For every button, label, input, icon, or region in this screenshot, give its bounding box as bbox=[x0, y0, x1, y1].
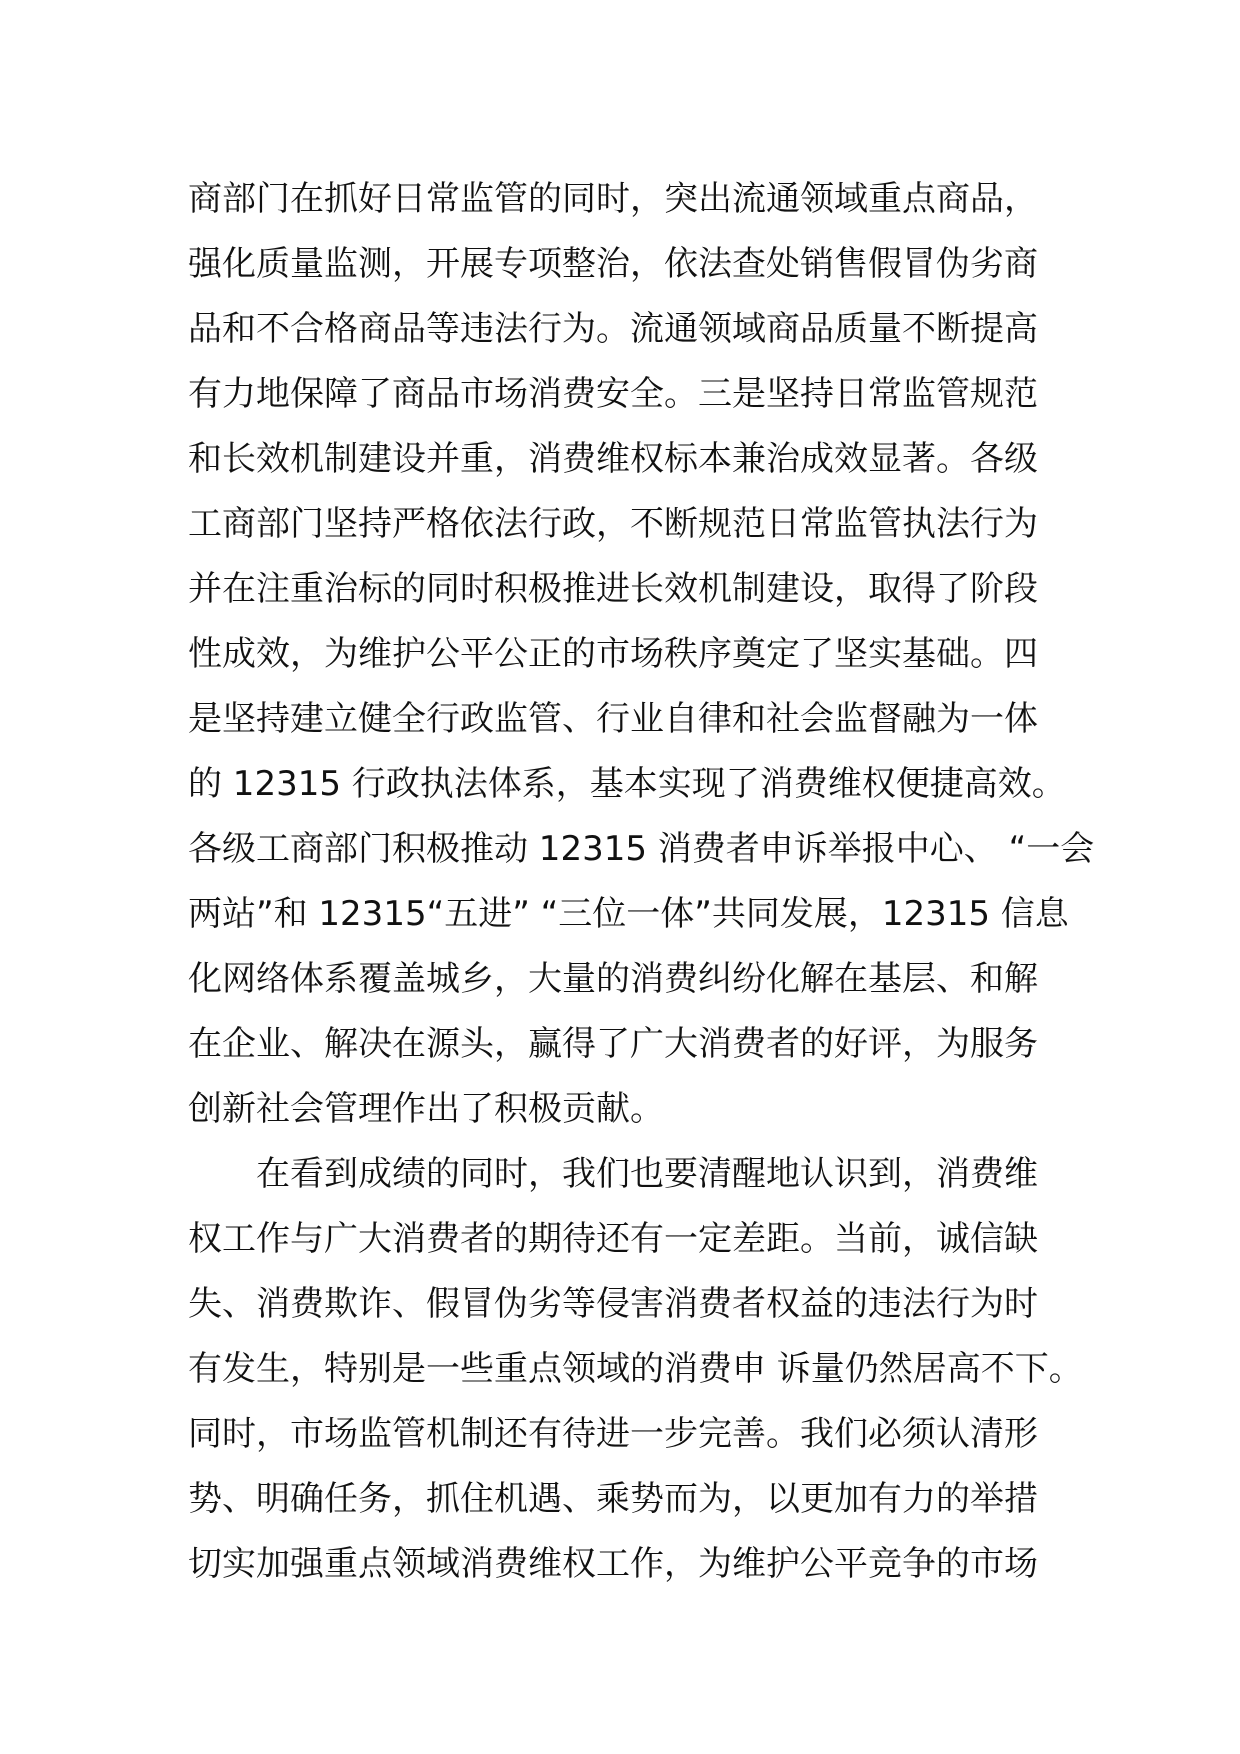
paragraph-start-line: 在看到成绩的同时，我们也要清醒地认识到，消费维 bbox=[256, 1154, 1038, 1194]
text-line: 势、明确任务，抓住机遇、乘势而为，以更加有力的举措 bbox=[188, 1479, 1038, 1519]
text-line: 切实加强重点领域消费维权工作，为维护公平竞争的市场 bbox=[188, 1544, 1038, 1584]
text-line: 并在注重治标的同时积极推进长效机制建设，取得了阶段 bbox=[188, 569, 1038, 609]
text-line: 是坚持建立健全行政监管、行业自律和社会监督融为一体 bbox=[188, 699, 1038, 739]
text-line: 化网络体系覆盖城乡，大量的消费纠纷化解在基层、和解 bbox=[188, 959, 1038, 999]
text-line: 有力地保障了商品市场消费安全。三是坚持日常监管规范 bbox=[188, 374, 1038, 414]
text-line: 工商部门坚持严格依法行政，不断规范日常监管执法行为 bbox=[188, 504, 1038, 544]
body-text bbox=[188, 167, 1095, 1597]
text-line: 在企业、解决在源头，赢得了广大消费者的好评，为服务 bbox=[188, 1024, 1038, 1064]
text-line: 权工作与广大消费者的期待还有一定差距。当前，诚信缺 bbox=[188, 1219, 1038, 1259]
text-line: 品和不合格商品等违法行为。流通领域商品质量不断提高 bbox=[188, 309, 1038, 349]
text-line: 和长效机制建设并重，消费维权标本兼治成效显著。各级 bbox=[188, 439, 1038, 479]
text-line: 两站”和 12315“五进” “三位一体”共同发展，12315 信息 bbox=[188, 894, 1069, 934]
text-line: 性成效，为维护公平公正的市场秩序奠定了坚实基础。四 bbox=[188, 634, 1038, 674]
text-line: 各级工商部门积极推动 12315 消费者申诉举报中心、 “一会 bbox=[188, 829, 1095, 869]
text-line: 商部门在抓好日常监管的同时，突出流通领域重点商品， bbox=[188, 179, 1038, 219]
text-line: 失、消费欺诈、假冒伪劣等侵害消费者权益的违法行为时 bbox=[188, 1284, 1038, 1324]
text-line: 同时，市场监管机制还有待进一步完善。我们必须认清形 bbox=[188, 1414, 1038, 1454]
text-line: 创新社会管理作出了积极贡献。 bbox=[188, 1089, 664, 1129]
text-line: 的 12315 行政执法体系，基本实现了消费维权便捷高效。 bbox=[188, 764, 1066, 804]
text-line: 有发生，特别是一些重点领域的消费申 诉量仍然居高不下。 bbox=[188, 1349, 1083, 1389]
text-line: 强化质量监测，开展专项整治，依法查处销售假冒伪劣商 bbox=[188, 244, 1038, 284]
